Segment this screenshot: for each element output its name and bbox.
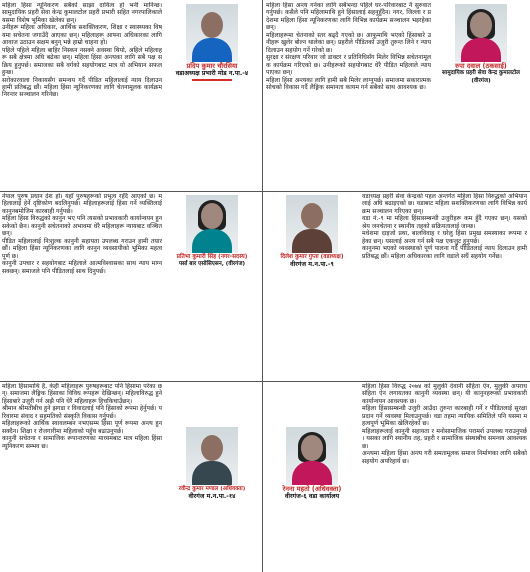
profile-card bbox=[166, 427, 258, 511]
paragraph: कानुनी सचेतना र सामाजिक रूपान्तरणका माध्यमबाट मात्र महिला हिंसा न्यूनिकरण सम्भव छ। bbox=[2, 435, 162, 450]
article-text bbox=[362, 193, 527, 260]
article-text bbox=[2, 383, 162, 450]
paragraph: महिला हिंसा अन्त्य गर्नका लागि सबैभन्दा पहिले घर-परिवारबाट नै सुरुवात गर्नुपर्छ। कसैले पनि महिलामाथि हुने हिंसालाई सहनुहुँदैन। नगर, जिल्ला र प्रदेशमा महिला हिंसा न्यूनिकरणका लागि विभिन्न कार्यक्रम सञ्चालन भइरहेका छन्। bbox=[266, 2, 431, 32]
portrait-photo bbox=[286, 427, 338, 485]
article-text bbox=[266, 2, 431, 91]
article-text bbox=[2, 193, 162, 275]
person-role: सामुदायिक प्रहरी सेवा केन्द्र कुमालटोल (वीरगंज) bbox=[442, 70, 520, 84]
column-divider bbox=[262, 0, 263, 572]
paragraph: कानुनमा भएको व्यवस्थाको पूर्ण पालना गर्दै पीडितलाई न्याय दिलाउन हामी प्रतिबद्ध छौं। महिला अधिकारका लागि वडाले सधैं सहयोग गर्नेछ। bbox=[362, 245, 527, 260]
article-text bbox=[2, 2, 162, 99]
person-role: वीरगंज म.न.पा.-९ bbox=[290, 261, 334, 268]
paragraph: अन्त्यमा महिला हिंसा अन्त्य गरी समतामूलक समाज निर्माणका लागि सबैको सहयोग अपरिहार्य छ। bbox=[362, 450, 527, 465]
profile-card bbox=[266, 195, 358, 279]
portrait-photo bbox=[186, 4, 238, 62]
paragraph: सुरक्षा र संरक्षण परिवार जो डाक्टर र प्रतिनिधिसँग मिलेर विभिन्न सचेतनामूलक कार्यक्रम गरिएको छ। उनीहरूको सहयोगबाट धेरै पीडित महिलाले न्याय पाएका छन्। bbox=[266, 54, 431, 77]
profile-card bbox=[266, 427, 358, 511]
paragraph: पहिले पहिले महिला बाहिर निस्कन नसक्ने अवस्था थियो, अहिले महिलाहरू सबै क्षेत्रमा अघि बढेका छन्। महिला हिंसा अन्त्यका लागि सबै पक्ष सक्रिय हुनुपर्छ। समाजका सबै वर्गको सहयोगबाट मात्र यो अभियान सफल हुन्छ। bbox=[2, 46, 162, 77]
paragraph: महिला हिंसा विरुद्ध २०७४ को मुलुकी देवानी संहिता ऐन, मुलुकी अपराध संहिता ऐन लगायतका कानुनी व्यवस्था छन्। यी कानुनहरूको प्रभावकारी कार्यान्वयन आवश्यक छ। bbox=[362, 383, 527, 405]
paragraph: नेपाल पुरुष प्रधान देश हो। यहाँ पुरुषहरूको प्रभुत्व रहँदै आएको छ। महिलालाई हेर्ने दृष्टिकोण बदलिनुपर्छ। महिलाहरूलाई हिंसा गर्ने व्यक्तिलाई कानुनबमोजिम कारबाही गर्नुपर्छ। bbox=[2, 193, 162, 215]
paragraph: श्रीमान श्रीमतीबीच हुने झगडा र विवादलाई पनि हिंसाको रूपमा हेर्नुपर्छ। परिवारमा संवाद र सहमतिको संस्कृति विकास गर्नुपर्छ। bbox=[2, 405, 162, 420]
paragraph: महिलाहरूलाई कानुनी सहायता र मनोसामाजिक परामर्श उपलब्ध गराउनुपर्छ। यसका लागि स्थानीय तह, प्रहरी र सामाजिक संस्थाबीच समन्वय आवश्यक छ। bbox=[362, 427, 527, 450]
profile-card bbox=[166, 4, 258, 88]
paragraph: वडाध्यक्ष प्रहरी सेवा केन्द्रको पहल अन्तर्गत महिला हिंसा विरुद्धको अभियानलाई अघि बढाइएको छ। वडाबाट महिला सशक्तिकरणका लागि विभिन्न कार्यक्रम सञ्चालन गरिएका छन्। bbox=[362, 193, 527, 215]
paragraph: महिला हिंसा विरुद्धको कानुन भए पनि त्यसको प्रभावकारी कार्यान्वयन हुन सकेको छैन। कानुनी सचेतनाको अभावमा धेरै महिलाहरू न्यायबाट वञ्चित छन्। bbox=[2, 215, 162, 238]
person-name: दिलेश कुमार गुप्ता (वडाध्यक्ष) bbox=[280, 254, 344, 260]
paragraph: महिला हिंसा अन्त्यका लागि हामी सबै मिलेर लाग्नुपर्छ। समाजमा सकारात्मक सोचको विकास गर्दै लैङ्गिक समानता कायम गर्न सबैको साथ आवश्यक छ। bbox=[266, 76, 431, 91]
person-role: पर्सा बार एसोसिएसन, (वीरगंज) bbox=[178, 261, 246, 267]
person-role: वीरगंज-६ वडा कार्यालय bbox=[284, 493, 340, 500]
profile-card bbox=[435, 4, 527, 88]
row-divider-2 bbox=[0, 381, 530, 382]
person-name: रेनना महतो (अधिवक्ता) bbox=[282, 485, 342, 493]
paragraph: कानुनी उपचार र सहयोगबाट महिलाले आत्मविश्वासका साथ न्याय माग्न सक्छन्। समाजले पनि पीडितलाई साथ दिनुपर्छ। bbox=[2, 260, 162, 275]
portrait-photo bbox=[186, 195, 238, 253]
person-role: वीरगंज म.न.पा.-१४ bbox=[188, 493, 236, 500]
profile-section-left-3 bbox=[2, 383, 258, 570]
person-name: प्रतिभा कुमारी सिंह (नगर-सदस्य) bbox=[176, 254, 248, 260]
paragraph: पीडित महिलालाई निःशुल्क कानुनी सहायता उपलब्ध गराउन हामी तयार छौं। महिला हिंसा न्यूनिकरणका लागि कानुन व्यवसायीको भूमिका महत्वपूर्ण छ। bbox=[2, 237, 162, 260]
portrait-photo bbox=[186, 427, 238, 485]
row-divider-1 bbox=[0, 191, 530, 192]
paragraph: महिलाहरूको आर्थिक स्वावलम्बन नभएसम्म हिंसा पूर्ण रूपमा अन्त्य हुन सक्दैन। शिक्षा र रोजगारीमा महिलाको पहुँच बढाउनुपर्छ। bbox=[2, 420, 162, 435]
person-name: प्रदिप कुमार चौरसिया bbox=[186, 62, 238, 70]
paragraph: महिला हिंसामाथि है, केही महिलाहरू पुरुषहरूबाट पनि हिंसामा परेका छन्। समाजमा लैङ्गिक हिंसाका विविध रूपहरू देखिन्छन्। महिलाविरुद्ध हुने हिंसाबारे उजुरी गर्न अझै पनि धेरै महिलाहरू हिचकिचाउँछन्। bbox=[2, 383, 162, 405]
profile-section-right-1 bbox=[266, 2, 527, 191]
profile-card bbox=[166, 195, 258, 279]
person-name: रवीन्द्र कुमार मण्डल (अधिवक्ता) bbox=[178, 486, 246, 492]
paragraph: महिलाहरूमा चेतनाको स्तर बढ्दै गएको छ। आफूमाथि भएको हिंसाबारे उनीहरू खुलेर बोल्न थालेका छन्। प्रहरीले पीडितको उजुरी तुरुन्त लिने र न्याय दिलाउन सहयोग गर्ने गरेको छ। bbox=[266, 31, 431, 54]
article-text bbox=[362, 383, 527, 465]
profile-section-left-2 bbox=[2, 193, 258, 380]
person-role: वडाअध्यक्ष प्रभारी मोड न.पा.-४ bbox=[175, 70, 249, 77]
name-underline bbox=[192, 79, 232, 81]
portrait-photo bbox=[455, 4, 507, 62]
paragraph: सरोकारवाला निकायसँग समन्वय गर्दै पीडित महिलालाई न्याय दिलाउन हामी प्रतिबद्ध छौं। महिला हिंसा न्यूनिकरणका लागि चेतनामूलक कार्यक्रम निरन्तर सञ्चालन गरिनेछ। bbox=[2, 76, 162, 99]
person-name: रुपा दवाल (ठकसाई) bbox=[455, 62, 507, 70]
profile-section-right-2 bbox=[266, 193, 527, 380]
profile-section-left-1 bbox=[2, 2, 258, 191]
paragraph: उनीहरू महिला अधिकार, आर्थिक सशक्तिकरण, शिक्षा र स्वास्थ्यका विषयमा सचेतना जगाउँदै आएका छन्। महिलाहरू आफ्ना अधिकारका लागि आवाज उठाउन सक्षम बनुन् भन्ने हाम्रो चाहना हो। bbox=[2, 24, 162, 47]
profile-section-right-3 bbox=[266, 383, 527, 570]
paragraph: वडा नं.-९ मा महिला हिंसासम्बन्धी उजुरीहरू कम हुँदै गएका छन्। यसको श्रेय जनचेतना र स्थानीय तहको सक्रियतालाई जान्छ। bbox=[362, 215, 527, 230]
portrait-photo bbox=[286, 195, 338, 253]
paragraph: महिला हिंसा न्यूनिकरण सबैको साझा दायित्व हो भनी मानिन्छ। सामुदायिक प्रहरी सेवा केन्द्र कुमालटोल प्रहरी प्रभारी सहित नगरपालिकाले यसमा विशेष भूमिका खेलेका छन्। bbox=[2, 2, 162, 24]
paragraph: मधेशमा दाइजो प्रथा, बालविवाह र घरेलु हिंसा प्रमुख समस्याका रूपमा रहेका छन्। यसलाई अन्त्य गर्न सबै पक्ष एकजुट हुनुपर्छ। bbox=[362, 230, 527, 245]
paragraph: महिला हिंसासम्बन्धी उजुरी आउँदा तुरुन्त कारबाही गर्ने र पीडितलाई सुरक्षा प्रदान गर्ने व्यवस्था मिलाउनुपर्छ। वडा तहमा न्यायिक समितिले पनि यसमा महत्वपूर्ण भूमिका खेलिरहेको छ। bbox=[362, 405, 527, 428]
